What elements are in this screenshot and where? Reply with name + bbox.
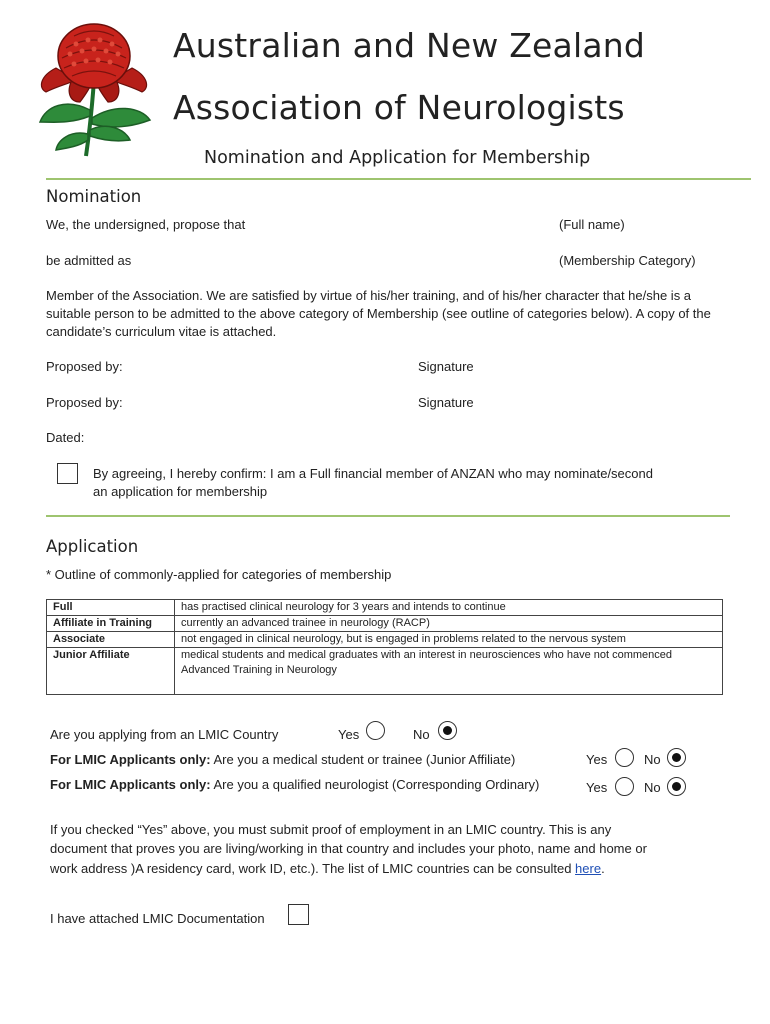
form-subtitle: Nomination and Application for Membership <box>204 148 591 168</box>
nomination-heading: Nomination <box>46 187 142 206</box>
junior-affiliate-question <box>50 751 515 769</box>
category-desc: not engaged in clinical neurology, but is engaged in problems related to the nervous system <box>175 632 723 648</box>
confirm-text-line1: By agreeing, I hereby confirm: I am a Full financial member of ANZAN who may nominate/second <box>93 466 653 481</box>
full-name-label: (Full name) <box>559 217 625 232</box>
proof-text-end: . <box>601 861 605 876</box>
table-row <box>47 600 723 616</box>
neurologist-yes-label: Yes <box>586 780 608 795</box>
junior-affiliate-no-label: No <box>644 752 661 767</box>
membership-category-label: (Membership Category) <box>559 253 696 268</box>
table-row <box>47 632 723 648</box>
category-name: Junior Affiliate <box>47 648 175 695</box>
neurologist-question-text: Are you a qualified neurologist (Corresponding Ordinary) <box>210 777 540 792</box>
waratah-logo-icon <box>36 18 154 158</box>
table-row <box>47 648 723 695</box>
lmic-country-no-radio[interactable] <box>438 721 457 740</box>
signature-label-1: Signature <box>418 359 474 374</box>
org-title-line1: Australian and New Zealand <box>173 26 646 65</box>
category-name: Associate <box>47 632 175 648</box>
table-row <box>47 616 723 632</box>
categories-outline-label: * Outline of commonly-applied for categories of membership <box>46 567 392 582</box>
lmic-country-yes-radio[interactable] <box>366 721 385 740</box>
category-desc: has practised clinical neurology for 3 years and intends to continue <box>175 600 723 616</box>
junior-affiliate-no-radio[interactable] <box>667 748 686 767</box>
proof-text-line3 <box>50 860 605 878</box>
neurologist-no-label: No <box>644 780 661 795</box>
nomination-statement: Member of the Association. We are satisfied by virtue of his/her training, and of his/her character that he/she is a suitable person to be admitted to the above category of Membership (see outline of categories below). A copy of the candidate’s curriculum vitae is attached. <box>46 288 711 339</box>
category-name: Full <box>47 600 175 616</box>
proposed-by-label-2: Proposed by: <box>46 395 123 410</box>
proof-text-line1: If you checked “Yes” above, you must submit proof of employment in an LMIC country. This is any <box>50 822 612 837</box>
category-desc: currently an advanced trainee in neurology (RACP) <box>175 616 723 632</box>
category-name: Affiliate in Training <box>47 616 175 632</box>
junior-affiliate-yes-label: Yes <box>586 752 608 767</box>
lmic-countries-link[interactable]: here <box>575 861 602 876</box>
lmic-country-no-label: No <box>413 727 430 742</box>
proposed-by-label-1: Proposed by: <box>46 359 123 374</box>
attached-documentation-checkbox[interactable] <box>288 904 309 925</box>
neurologist-yes-radio[interactable] <box>615 777 634 796</box>
neurologist-question <box>50 776 539 794</box>
membership-categories-table <box>46 599 723 695</box>
propose-label: We, the undersigned, propose that <box>46 217 246 232</box>
org-title-line2: Association of Neurologists <box>173 88 625 127</box>
admitted-label: be admitted as <box>46 253 132 268</box>
lmic-country-question: Are you applying from an LMIC Country <box>50 727 279 742</box>
neurologist-no-radio[interactable] <box>667 777 686 796</box>
lmic-only-label: For LMIC Applicants only: <box>50 777 211 792</box>
section-divider <box>46 515 730 517</box>
lmic-only-label: For LMIC Applicants only: <box>50 752 211 767</box>
signature-label-2: Signature <box>418 395 474 410</box>
proof-text-line3-text: work address )A residency card, work ID, etc.). The list of LMIC countries can be consulted <box>50 861 576 876</box>
junior-affiliate-question-text: Are you a medical student or trainee (Junior Affiliate) <box>210 752 516 767</box>
application-heading: Application <box>46 537 139 556</box>
confirm-member-checkbox[interactable] <box>57 463 78 484</box>
confirm-text-line2: an application for membership <box>93 484 268 499</box>
dated-label: Dated: <box>46 430 85 445</box>
attached-documentation-label: I have attached LMIC Documentation <box>50 911 265 926</box>
category-desc: medical students and medical graduates with an interest in neurosciences who have not commenced Advanced Training in Neurology <box>175 648 723 695</box>
lmic-country-yes-label: Yes <box>338 727 360 742</box>
junior-affiliate-yes-radio[interactable] <box>615 748 634 767</box>
proof-text-line2: document that proves you are living/working in that country and includes your photo, name and home or <box>50 841 647 856</box>
header-divider <box>46 178 751 180</box>
